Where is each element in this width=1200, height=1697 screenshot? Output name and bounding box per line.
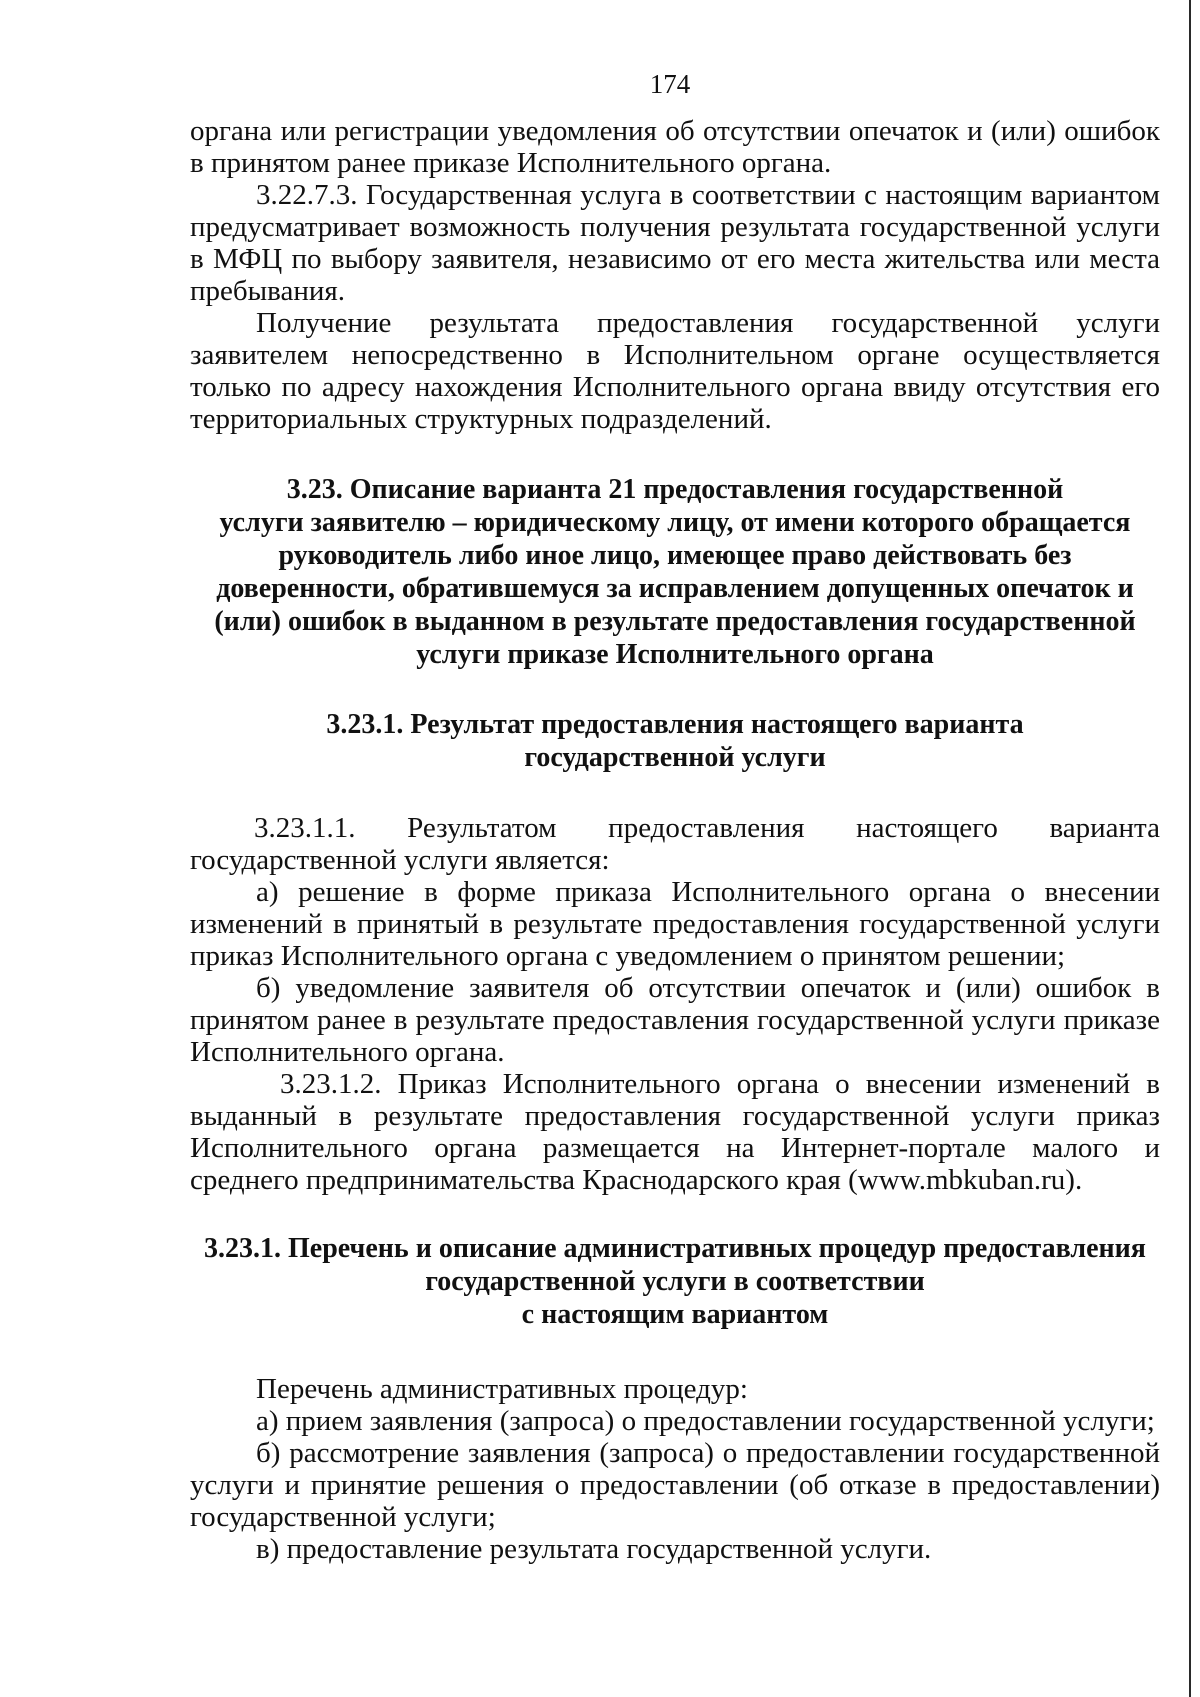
page-edge-rule — [1189, 0, 1191, 1697]
heading-line: государственной услуги в соответствии — [425, 1266, 925, 1297]
paragraph-rest: государственной услуги является: — [190, 844, 610, 876]
heading-line: руководитель либо иное лицо, имеющее право действовать без — [278, 540, 1072, 571]
heading-line: услуги приказе Исполнительного органа — [416, 639, 934, 670]
word: Результатом — [407, 812, 557, 844]
procedures-intro: Перечень административных процедур: — [256, 1373, 748, 1405]
word: настоящего — [856, 812, 998, 844]
heading-line: доверенности, обратившемуся за исправлением допущенных опечаток и — [216, 573, 1134, 604]
procedure-item-b: б) рассмотрение заявления (запроса) о предоставлении государственной услуги и принятие решения о предоставлении (об отказе в предоставлении) государственной услуги; — [190, 1437, 1160, 1533]
paragraph-3-23-1-1 — [190, 812, 1160, 876]
section-heading-3-23-1-result — [190, 708, 1160, 774]
word: предоставления — [608, 812, 805, 844]
paragraph-continuation: органа или регистрации уведомления об отсутствии опечаток и (или) ошибок в принятом ранее приказе Исполнительного органа. — [190, 115, 1160, 179]
procedure-item-c: в) предоставление результата государственной услуги. — [256, 1533, 932, 1565]
paragraph-first-line — [190, 812, 1160, 844]
paragraph-result-receipt: Получение результата предоставления государственной услуги заявителем непосредственно в Исполнительном органе осуществляется только по адресу нахождения Исполнительного органа ввиду отсутствия его территориальных структурных подразделений. — [190, 307, 1160, 435]
heading-line: государственной услуги — [524, 742, 826, 773]
word: варианта — [1049, 812, 1160, 844]
document-body — [190, 115, 1160, 1565]
heading-line: 3.23.1. Результат предоставления настоящего варианта — [326, 709, 1024, 740]
heading-line: (или) ошибок в выданном в результате предоставления государственной — [214, 606, 1136, 637]
heading-line: 3.23. Описание варианта 21 предоставления государственной — [286, 474, 1064, 505]
page-number: 174 — [649, 69, 691, 99]
heading-line: с настоящим вариантом — [521, 1299, 829, 1330]
procedure-item-a: а) прием заявления (запроса) о предоставлении государственной услуги; — [256, 1405, 1155, 1437]
heading-line: 3.23.1. Перечень и описание административных процедур предоставления — [204, 1233, 1146, 1264]
list-item-b: б) уведомление заявителя об отсутствии опечаток и (или) ошибок в принятом ранее в результате предоставления государственной услуги приказе Исполнительного органа. — [190, 972, 1160, 1068]
paragraph-3-22-7-3: 3.22.7.3. Государственная услуга в соответствии с настоящим вариантом предусматривает возможность получения результата государственной услуги в МФЦ по выбору заявителя, независимо от его места жительства или места пребывания. — [190, 179, 1160, 307]
list-item-a: а) решение в форме приказа Исполнительного органа о внесении изменений в принятый в результате предоставления государственной услуги приказ Исполнительного органа с уведомлением о принятом решении; — [190, 876, 1160, 972]
word: 3.23.1.1. — [254, 812, 356, 844]
section-heading-3-23-1-procedures — [190, 1232, 1160, 1331]
section-heading-3-23 — [190, 473, 1160, 671]
heading-line: услуги заявителю – юридическому лицу, от имени которого обращается — [219, 507, 1131, 538]
paragraph-3-23-1-2: 3.23.1.2. Приказ Исполнительного органа о внесении изменений в выданный в результате предоставления государственной услуги приказ Исполнительного органа размещается на Интернет-портале малого и среднего предпринимательства Краснодарского края (www.mbkuban.ru). — [190, 1068, 1160, 1196]
